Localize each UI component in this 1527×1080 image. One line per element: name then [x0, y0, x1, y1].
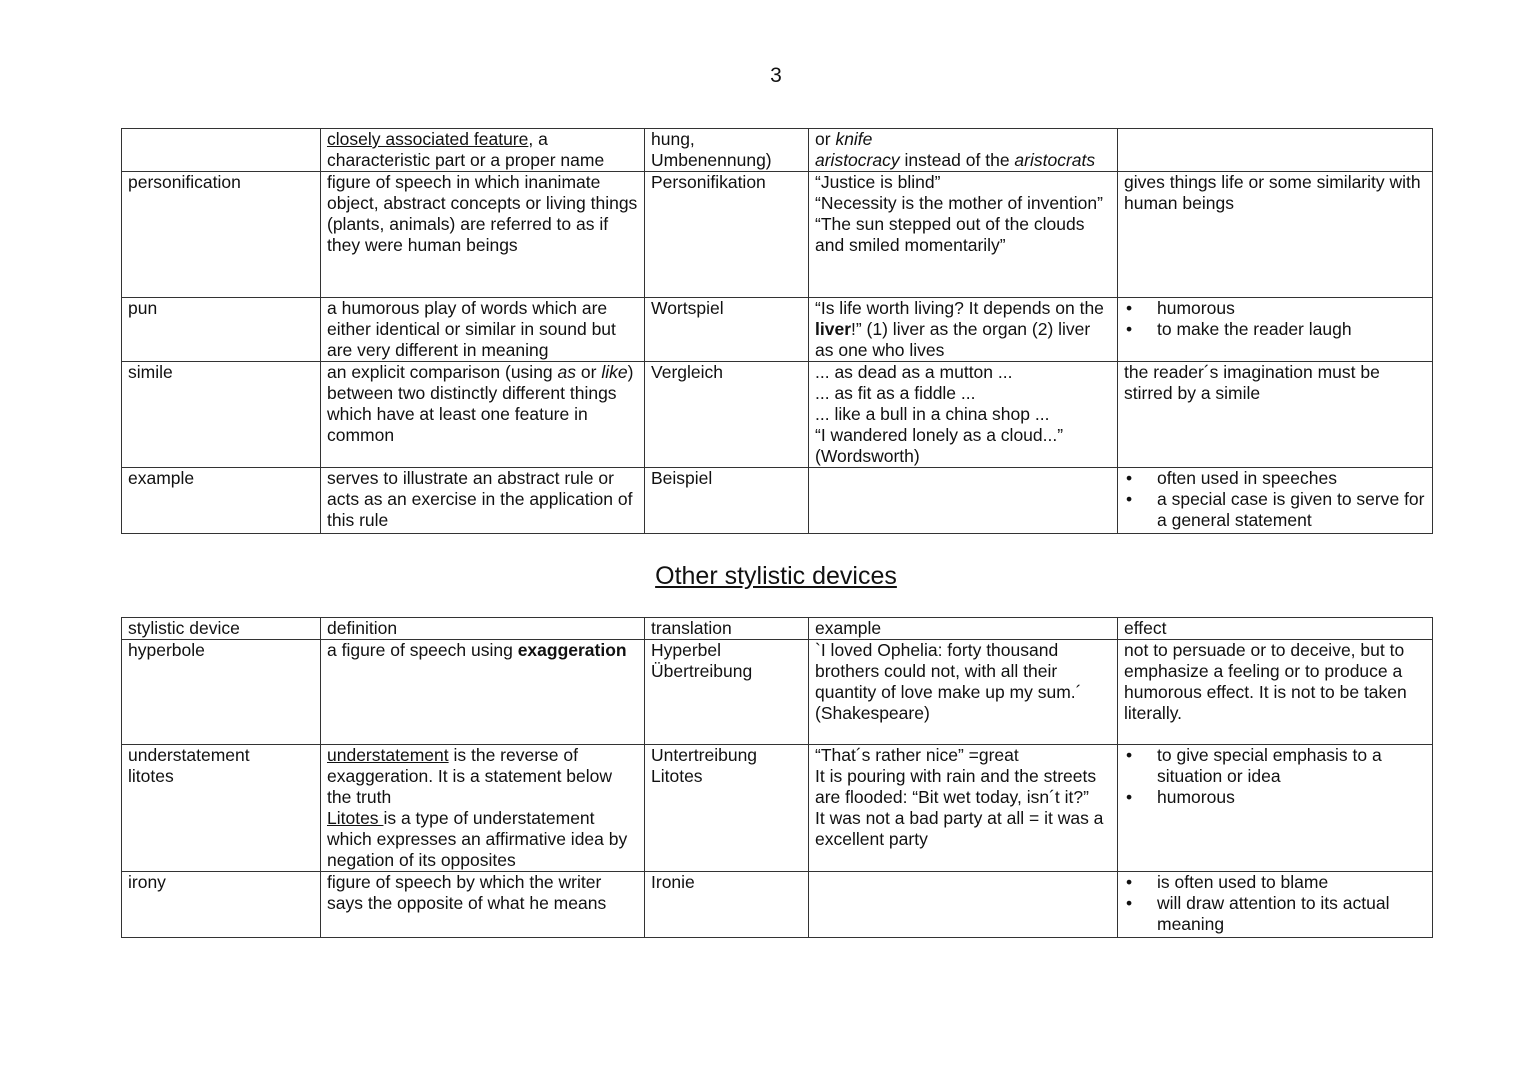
list-item: • often used in speeches — [1124, 468, 1426, 489]
definition-cell: closely associated feature, a characteristic part or a proper name — [321, 129, 645, 172]
example-cell: “Is life worth living? It depends on the liver!” (1) liver as the organ (2) liver as one who lives — [809, 298, 1118, 362]
definition-cell: understatement is the reverse of exaggeration. It is a statement below the truth Litotes is a type of understatement which expresses an affirmative idea by negation of its opposites — [321, 745, 645, 872]
effect-cell: not to persuade or to deceive, but to emphasize a feeling or to produce a humorous effect. It is not to be taken literally. — [1118, 640, 1433, 745]
device-cell: pun — [122, 298, 321, 362]
stylistic-devices-table-continued — [121, 128, 1433, 534]
translation-cell: Wortspiel — [645, 298, 809, 362]
effect-cell: gives things life or some similarity with human beings — [1118, 172, 1433, 298]
definition-cell: serves to illustrate an abstract rule or acts as an exercise in the application of this rule — [321, 468, 645, 534]
table-row — [122, 129, 1433, 172]
list-item: • will draw attention to its actual meaning — [1124, 893, 1426, 935]
effect-list — [1124, 872, 1426, 935]
table-row — [122, 745, 1433, 872]
device-cell: understatement litotes — [122, 745, 321, 872]
other-stylistic-devices-table — [121, 617, 1433, 938]
effect-list — [1124, 298, 1426, 340]
table-row — [122, 468, 1433, 534]
example-cell: “That´s rather nice” =great It is pouring with rain and the streets are flooded: “Bit wet today, isn´t it?” It was not a bad party at all = it was a excellent party — [809, 745, 1118, 872]
effect-cell — [1118, 129, 1433, 172]
section-title: Other stylistic devices — [655, 562, 897, 590]
column-header: example — [809, 618, 1118, 640]
effect-cell — [1118, 745, 1433, 872]
translation-cell: Personifikation — [645, 172, 809, 298]
table-row — [122, 298, 1433, 362]
column-header: effect — [1118, 618, 1433, 640]
list-item: • humorous — [1124, 298, 1426, 319]
list-item: • humorous — [1124, 787, 1426, 808]
device-cell: hyperbole — [122, 640, 321, 745]
translation-cell: Beispiel — [645, 468, 809, 534]
translation-cell: Ironie — [645, 872, 809, 938]
effect-cell — [1118, 872, 1433, 938]
device-cell: simile — [122, 362, 321, 468]
table-row — [122, 172, 1433, 298]
column-header: translation — [645, 618, 809, 640]
definition-cell: a figure of speech using exaggeration — [321, 640, 645, 745]
table-header-row — [122, 618, 1433, 640]
example-cell: or knife aristocracy instead of the aristocrats — [809, 129, 1118, 172]
page-number: 3 — [770, 64, 782, 87]
definition-cell: figure of speech in which inanimate object, abstract concepts or living things (plants, animals) are referred to as if they were human beings — [321, 172, 645, 298]
effect-list — [1124, 468, 1426, 531]
table-row — [122, 362, 1433, 468]
column-header: definition — [321, 618, 645, 640]
example-cell: “Justice is blind” “Necessity is the mother of invention” “The sun stepped out of the clouds and smiled momentarily” — [809, 172, 1118, 298]
translation-cell: Vergleich — [645, 362, 809, 468]
example-cell — [809, 468, 1118, 534]
list-item: • to give special emphasis to a situation or idea — [1124, 745, 1426, 787]
example-cell: ... as dead as a mutton ... ... as fit as a fiddle ... ... like a bull in a china shop ... “I wandered lonely as a cloud...” (Wordsworth) — [809, 362, 1118, 468]
translation-cell: hung, Umbenennung) — [645, 129, 809, 172]
table-row — [122, 640, 1433, 745]
definition-cell: an explicit comparison (using as or like) between two distinctly different things which have at least one feature in common — [321, 362, 645, 468]
effect-cell — [1118, 468, 1433, 534]
effect-cell — [1118, 298, 1433, 362]
translation-cell: Untertreibung Litotes — [645, 745, 809, 872]
list-item: • a special case is given to serve for a general statement — [1124, 489, 1426, 531]
column-header: stylistic device — [122, 618, 321, 640]
list-item: • is often used to blame — [1124, 872, 1426, 893]
effect-cell: the reader´s imagination must be stirred by a simile — [1118, 362, 1433, 468]
device-cell: irony — [122, 872, 321, 938]
effect-list — [1124, 745, 1426, 808]
definition-cell: figure of speech by which the writer says the opposite of what he means — [321, 872, 645, 938]
example-cell: `I loved Ophelia: forty thousand brothers could not, with all their quantity of love make up my sum.´ (Shakespeare) — [809, 640, 1118, 745]
device-cell — [122, 129, 321, 172]
table-row — [122, 872, 1433, 938]
device-cell: example — [122, 468, 321, 534]
translation-cell: Hyperbel Übertreibung — [645, 640, 809, 745]
example-cell — [809, 872, 1118, 938]
device-cell: personification — [122, 172, 321, 298]
list-item: • to make the reader laugh — [1124, 319, 1426, 340]
definition-cell: a humorous play of words which are either identical or similar in sound but are very different in meaning — [321, 298, 645, 362]
